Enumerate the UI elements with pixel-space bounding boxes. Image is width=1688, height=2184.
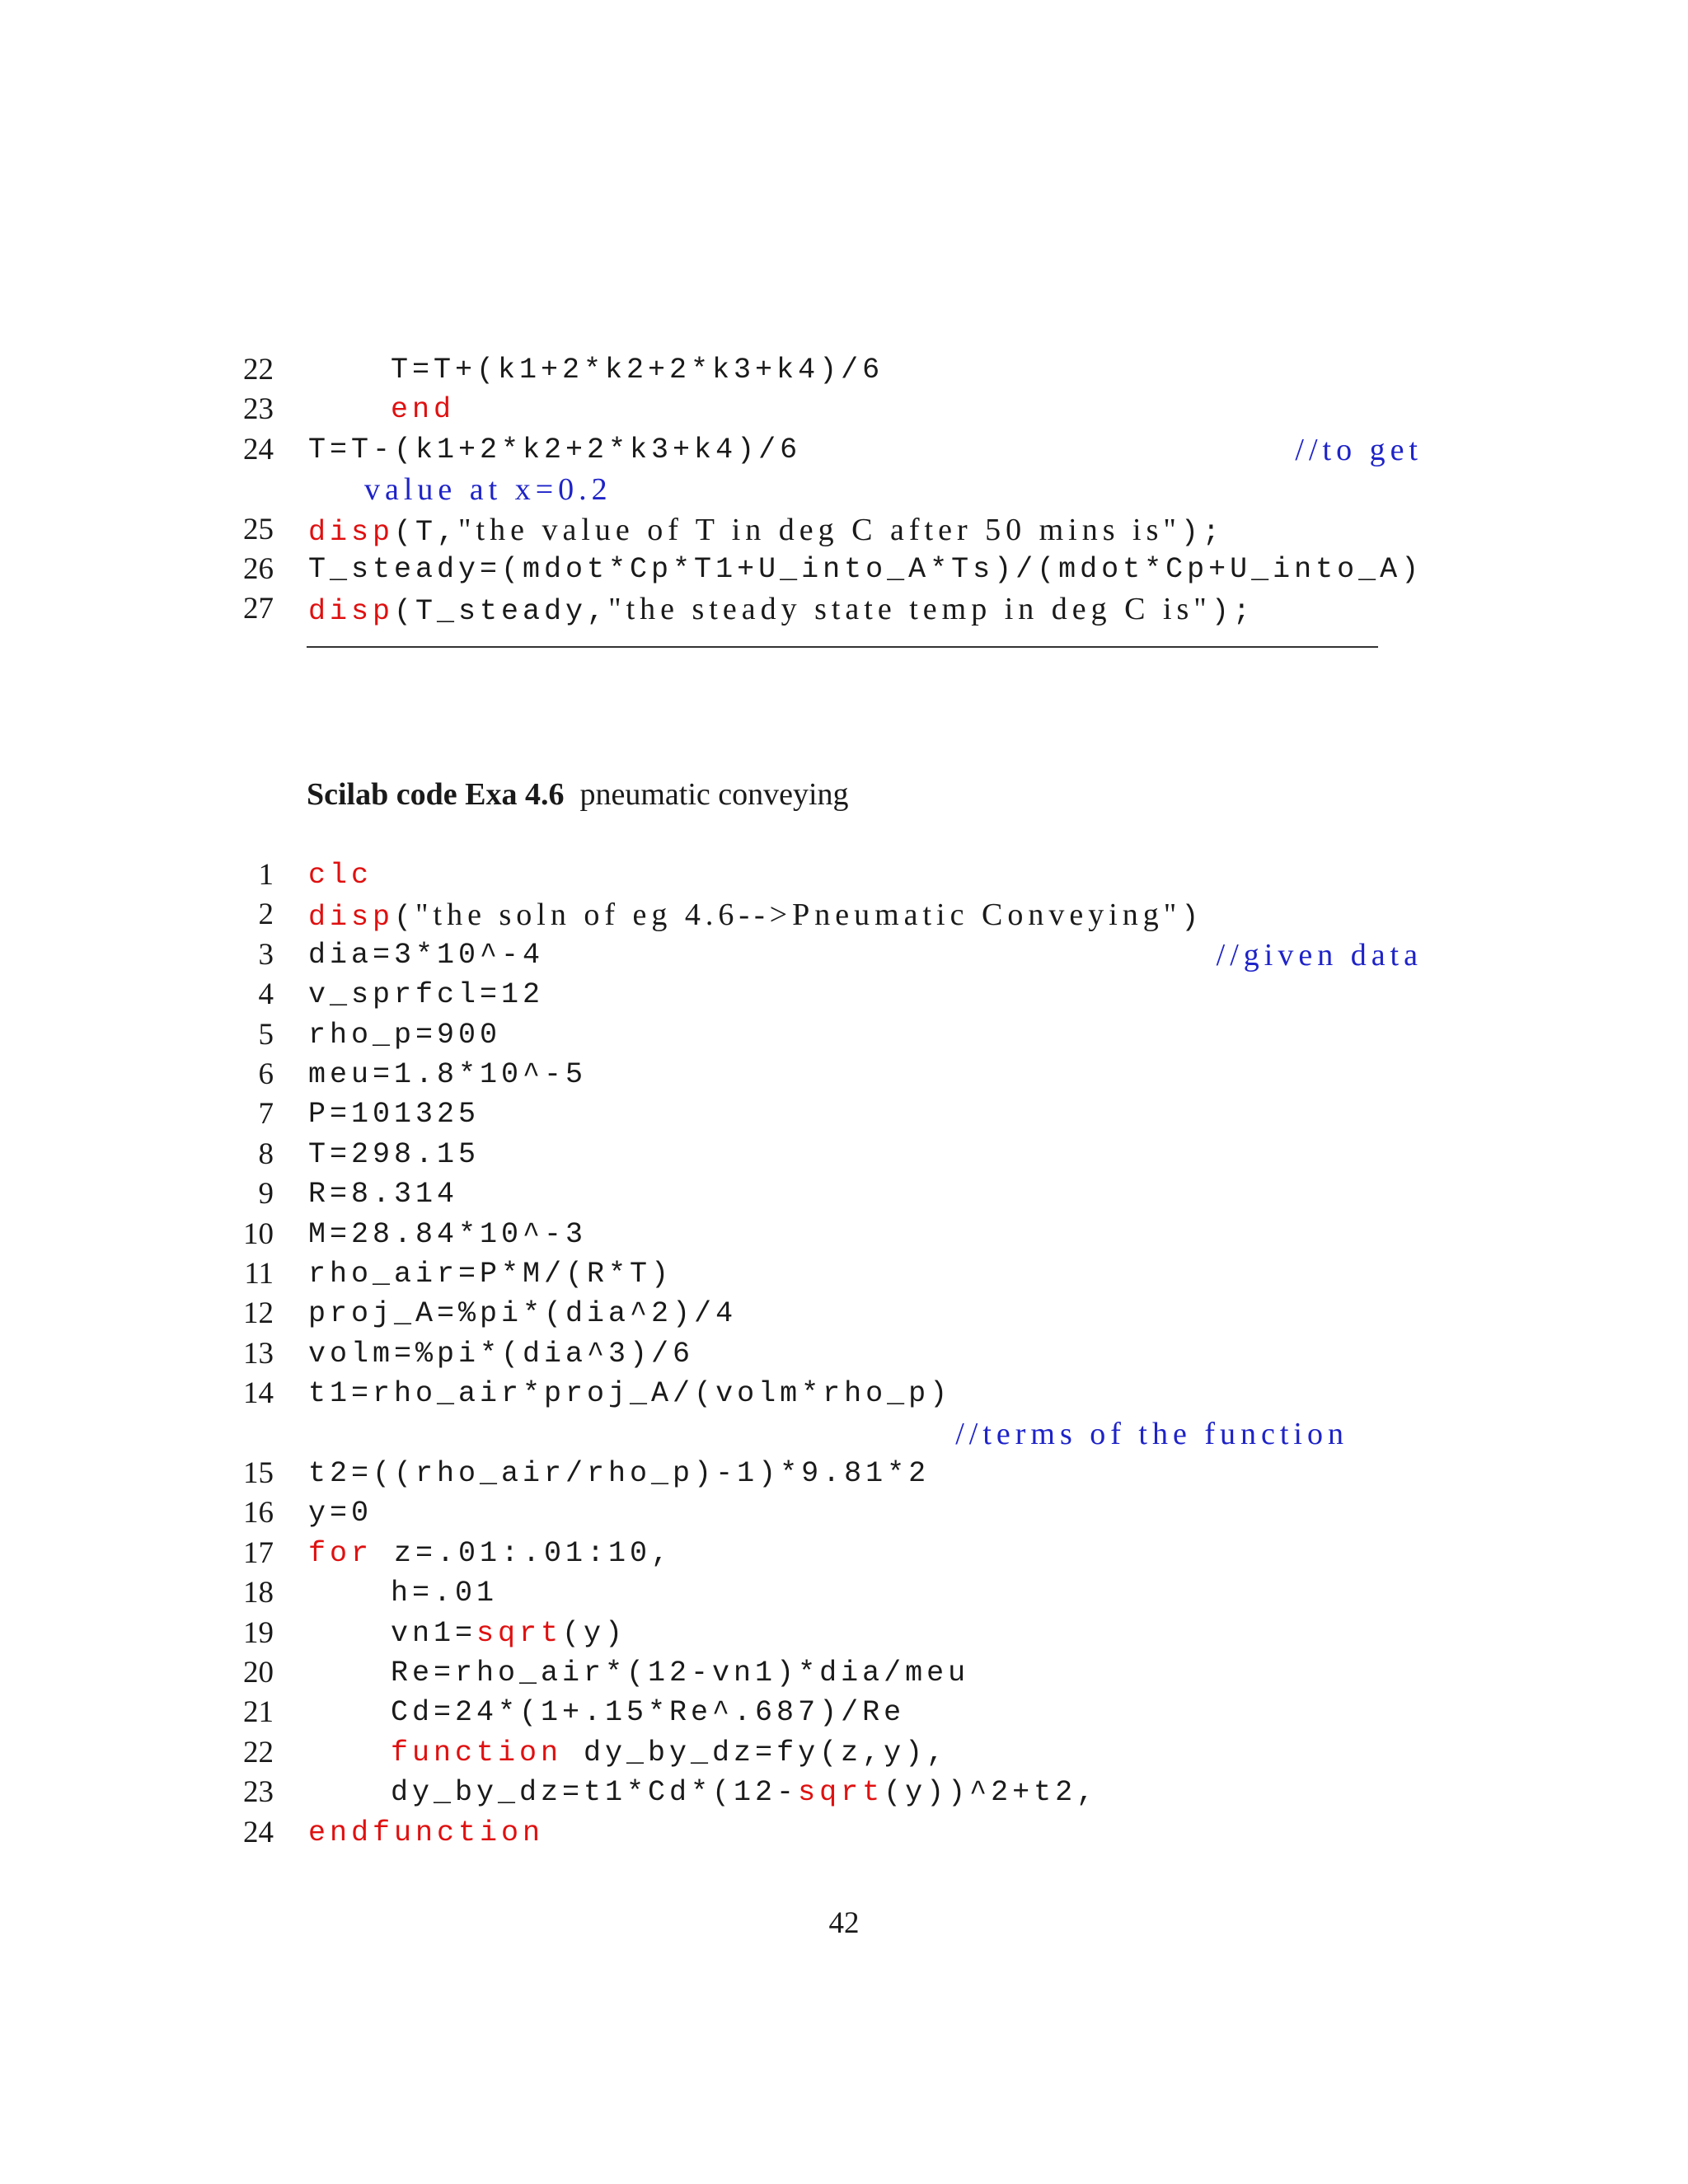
code-keyword: clc bbox=[308, 859, 373, 892]
code-text bbox=[308, 1454, 930, 1493]
code-token: T_steady=(mdot*Cp*T1+U_into_A*Ts)/(mdot*Cp+U_into_A) bbox=[308, 553, 1423, 586]
line-number: 20 bbox=[243, 1656, 274, 1690]
code-token: R=8.314 bbox=[308, 1178, 459, 1212]
code-token: dy_by_dz=fy(z,y), bbox=[562, 1736, 949, 1769]
code-token: dy_by_dz=t1*Cd*(12- bbox=[391, 1776, 799, 1810]
code-string: "the soln of eg 4.6-->Pneumatic Conveying" bbox=[415, 898, 1182, 933]
code-text bbox=[308, 1215, 587, 1254]
code-text bbox=[391, 350, 884, 390]
code-token: t1=rho_air*proj_A/(volm*rho_p) bbox=[308, 1377, 952, 1411]
code-text bbox=[308, 589, 1254, 631]
code-text bbox=[308, 1174, 458, 1214]
code-text bbox=[391, 1773, 1098, 1812]
line-number: 19 bbox=[243, 1615, 274, 1650]
code-token: meu=1.8*10^-5 bbox=[308, 1058, 588, 1091]
code-comment: //given data bbox=[1216, 937, 1423, 972]
code-token: Cd=24*(1+.15*Re^.687)/Re bbox=[391, 1696, 906, 1730]
line-number: 27 bbox=[243, 592, 274, 626]
code-text bbox=[308, 895, 1203, 937]
line-number: 9 bbox=[258, 1177, 274, 1212]
code-token: T=298.15 bbox=[308, 1137, 481, 1171]
code-text bbox=[391, 1733, 948, 1773]
code-keyword: disp bbox=[308, 515, 395, 549]
code-line bbox=[244, 935, 1423, 975]
code-token: ); bbox=[1180, 515, 1224, 549]
code-keyword: endfunction bbox=[308, 1816, 545, 1849]
line-number: 23 bbox=[243, 1775, 274, 1810]
code-comment-wrap: //terms of the function bbox=[955, 1416, 1348, 1451]
line-number: 18 bbox=[243, 1576, 274, 1610]
code-text bbox=[308, 935, 544, 975]
code-line bbox=[243, 430, 1423, 470]
code-token: z=.01:.01:10, bbox=[373, 1536, 673, 1570]
code-token: (y))^2+t2, bbox=[884, 1776, 1099, 1810]
line-number: 12 bbox=[243, 1296, 274, 1331]
code-keyword: disp bbox=[308, 901, 395, 935]
code-token: T=T-(k1+2*k2+2*k3+k4)/6 bbox=[308, 433, 802, 466]
line-number: 7 bbox=[258, 1097, 274, 1132]
listing-caption bbox=[307, 773, 849, 816]
code-text bbox=[308, 550, 1423, 589]
code-token: proj_A=%pi*(dia^2)/4 bbox=[308, 1297, 738, 1331]
code-text bbox=[308, 1015, 501, 1055]
code-text bbox=[308, 1813, 544, 1853]
code-text bbox=[391, 1573, 498, 1613]
line-number: 14 bbox=[243, 1376, 274, 1411]
code-text bbox=[308, 1254, 673, 1294]
code-token: rho_p=900 bbox=[308, 1018, 502, 1052]
code-token: ); bbox=[1211, 595, 1254, 629]
code-keyword: function bbox=[391, 1736, 563, 1769]
code-token: y=0 bbox=[308, 1497, 373, 1530]
line-number: 1 bbox=[258, 858, 274, 892]
code-token: ) bbox=[1181, 901, 1203, 935]
code-text bbox=[391, 390, 455, 429]
caption-label: Scilab code Exa 4.6 bbox=[307, 777, 565, 812]
line-number: 10 bbox=[243, 1216, 274, 1251]
line-number: 13 bbox=[243, 1336, 274, 1371]
caption-title: pneumatic conveying bbox=[579, 777, 849, 812]
code-text bbox=[308, 975, 544, 1015]
code-token: vn1= bbox=[391, 1616, 477, 1650]
code-text bbox=[308, 430, 801, 470]
code-text bbox=[308, 510, 1224, 552]
code-text bbox=[308, 1094, 480, 1134]
code-text bbox=[308, 1493, 373, 1533]
code-token: rho_air=P*M/(R*T) bbox=[308, 1258, 673, 1291]
code-keyword: disp bbox=[308, 595, 395, 629]
code-comment: //to get bbox=[1295, 432, 1423, 467]
line-number: 4 bbox=[258, 977, 274, 1012]
line-number: 8 bbox=[258, 1137, 274, 1171]
line-number: 6 bbox=[258, 1057, 274, 1091]
line-number: 26 bbox=[243, 552, 274, 586]
line-number: 3 bbox=[258, 937, 274, 972]
code-keyword: for bbox=[308, 1536, 373, 1570]
line-number: 21 bbox=[243, 1695, 274, 1730]
code-string: "the steady state temp in deg C is" bbox=[608, 592, 1212, 627]
code-text bbox=[308, 1135, 480, 1174]
code-string: "the value of T in deg C after 50 mins is" bbox=[458, 512, 1181, 547]
code-token: v_sprfcl=12 bbox=[308, 978, 545, 1012]
code-token: (T, bbox=[394, 515, 459, 549]
line-number: 23 bbox=[243, 392, 274, 427]
code-text bbox=[391, 1614, 626, 1653]
code-token: ( bbox=[394, 901, 416, 935]
code-token: P=101325 bbox=[308, 1098, 481, 1132]
line-number: 15 bbox=[243, 1456, 274, 1490]
code-keyword: end bbox=[391, 393, 456, 427]
line-number: 5 bbox=[258, 1017, 274, 1052]
line-number: 22 bbox=[243, 1735, 274, 1769]
page-number: 42 bbox=[828, 1906, 860, 1940]
code-text bbox=[391, 1693, 905, 1732]
code-token: M=28.84*10^-3 bbox=[308, 1217, 588, 1251]
code-token: (y) bbox=[562, 1616, 627, 1650]
line-number: 24 bbox=[243, 1815, 274, 1849]
code-text bbox=[391, 1653, 969, 1693]
line-number: 22 bbox=[243, 353, 274, 387]
code-keyword: sqrt bbox=[476, 1616, 563, 1650]
code-comment-wrap: value at x=0.2 bbox=[364, 472, 612, 508]
line-number: 17 bbox=[243, 1535, 274, 1570]
code-line-wrap bbox=[244, 1414, 1398, 1454]
code-keyword: sqrt bbox=[798, 1776, 884, 1810]
code-token: T=T+(k1+2*k2+2*k3+k4)/6 bbox=[391, 354, 884, 387]
code-text bbox=[308, 1374, 951, 1413]
line-number: 2 bbox=[258, 898, 274, 932]
code-token: h=.01 bbox=[391, 1577, 499, 1610]
code-text bbox=[308, 1334, 694, 1374]
code-token: (T_steady, bbox=[394, 595, 609, 629]
code-token: volm=%pi*(dia^3)/6 bbox=[308, 1337, 695, 1371]
line-number: 25 bbox=[243, 512, 274, 546]
line-number: 16 bbox=[243, 1496, 274, 1530]
code-text bbox=[308, 1534, 673, 1573]
listing-rule bbox=[307, 646, 1378, 648]
line-number: 11 bbox=[244, 1257, 274, 1291]
code-token: Re=rho_air*(12-vn1)*dia/meu bbox=[391, 1657, 970, 1690]
code-token: t2=((rho_air/rho_p)-1)*9.81*2 bbox=[308, 1457, 931, 1490]
code-text bbox=[308, 1294, 737, 1333]
code-text bbox=[308, 855, 373, 895]
code-text bbox=[308, 1055, 587, 1094]
code-token: dia=3*10^-4 bbox=[308, 938, 545, 972]
line-number: 24 bbox=[243, 432, 274, 466]
